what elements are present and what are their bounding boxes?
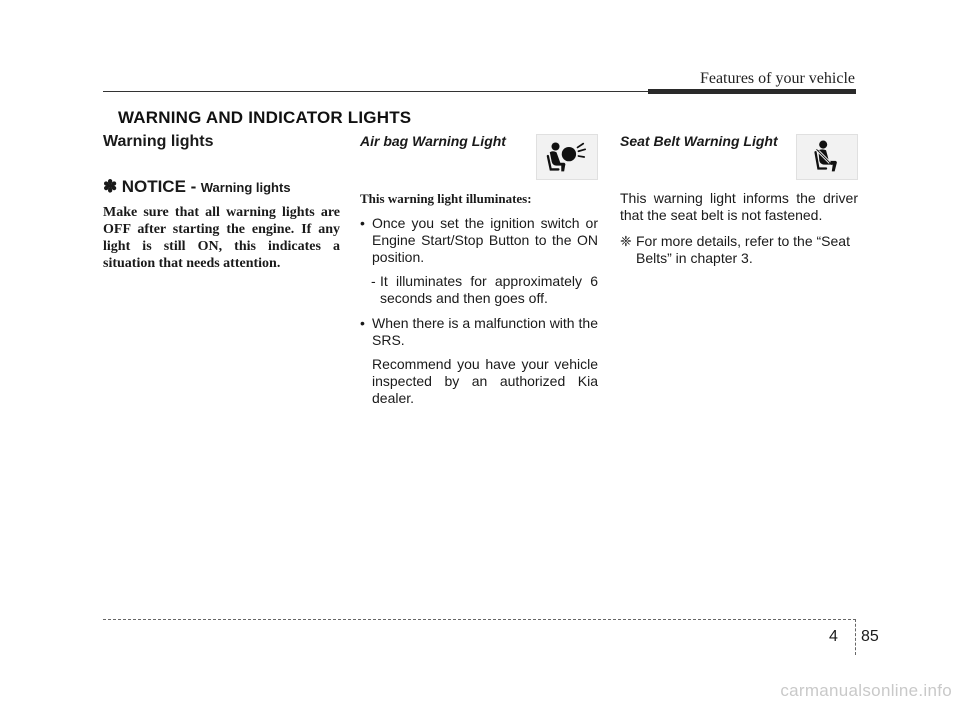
header-title: Features of your vehicle: [699, 70, 855, 87]
page-number: 85: [861, 628, 879, 645]
dash-mark: -: [371, 273, 376, 289]
notice-label: NOTICE -: [121, 177, 197, 196]
reference-mark-icon: ❈: [620, 233, 632, 249]
warning-lights-heading: Warning lights: [103, 133, 214, 150]
column-warning-lights: [103, 133, 340, 272]
footer-divider: [855, 619, 856, 655]
column-seat-belt: [620, 133, 858, 267]
footer-rule: [103, 619, 856, 620]
airbag-bullet-malfunction: • When there is a malfunction with the SRS.: [360, 315, 598, 349]
notice-star-icon: ✽: [103, 177, 118, 196]
column-airbag: [360, 133, 598, 407]
airbag-dash-item: [360, 273, 598, 307]
airbag-dash-text: It illuminates for approximately 6 seconds and then goes off.: [380, 273, 598, 306]
header-rule: [103, 91, 648, 92]
seat-belt-body: This warning light informs the driver that the seat belt is not fastened.: [620, 190, 858, 223]
airbag-recommend: Recommend you have your vehicle inspected by an authorized Kia dealer.: [372, 356, 598, 406]
airbag-heading: Air bag Warning Light: [360, 133, 506, 149]
seat-belt-warning-icon: [796, 134, 858, 180]
notice-sub: Warning lights: [200, 180, 291, 195]
airbag-intro: This warning light illuminates:: [360, 191, 532, 206]
header-rule-thick: [648, 89, 856, 94]
notice-heading: [103, 177, 340, 197]
section-title: WARNING AND INDICATOR LIGHTS: [118, 108, 412, 127]
notice-body: Make sure that all warning lights are OFF after starting the engine. If any light is still ON, this indicates a situation that needs attention.: [103, 205, 340, 271]
airbag-bullet-ignition: • Once you set the ignition switch or Engine Start/Stop Button to the ON position.: [360, 215, 598, 266]
chapter-number: 4: [829, 628, 838, 645]
airbag-warning-icon: [536, 134, 598, 180]
watermark: carmanualsonline.info: [780, 681, 952, 700]
seat-belt-reference: [620, 233, 858, 267]
seat-belt-reference-text: For more details, refer to the “Seat Belts” in chapter 3.: [636, 233, 850, 266]
seat-belt-heading: Seat Belt Warning Light: [620, 133, 778, 149]
